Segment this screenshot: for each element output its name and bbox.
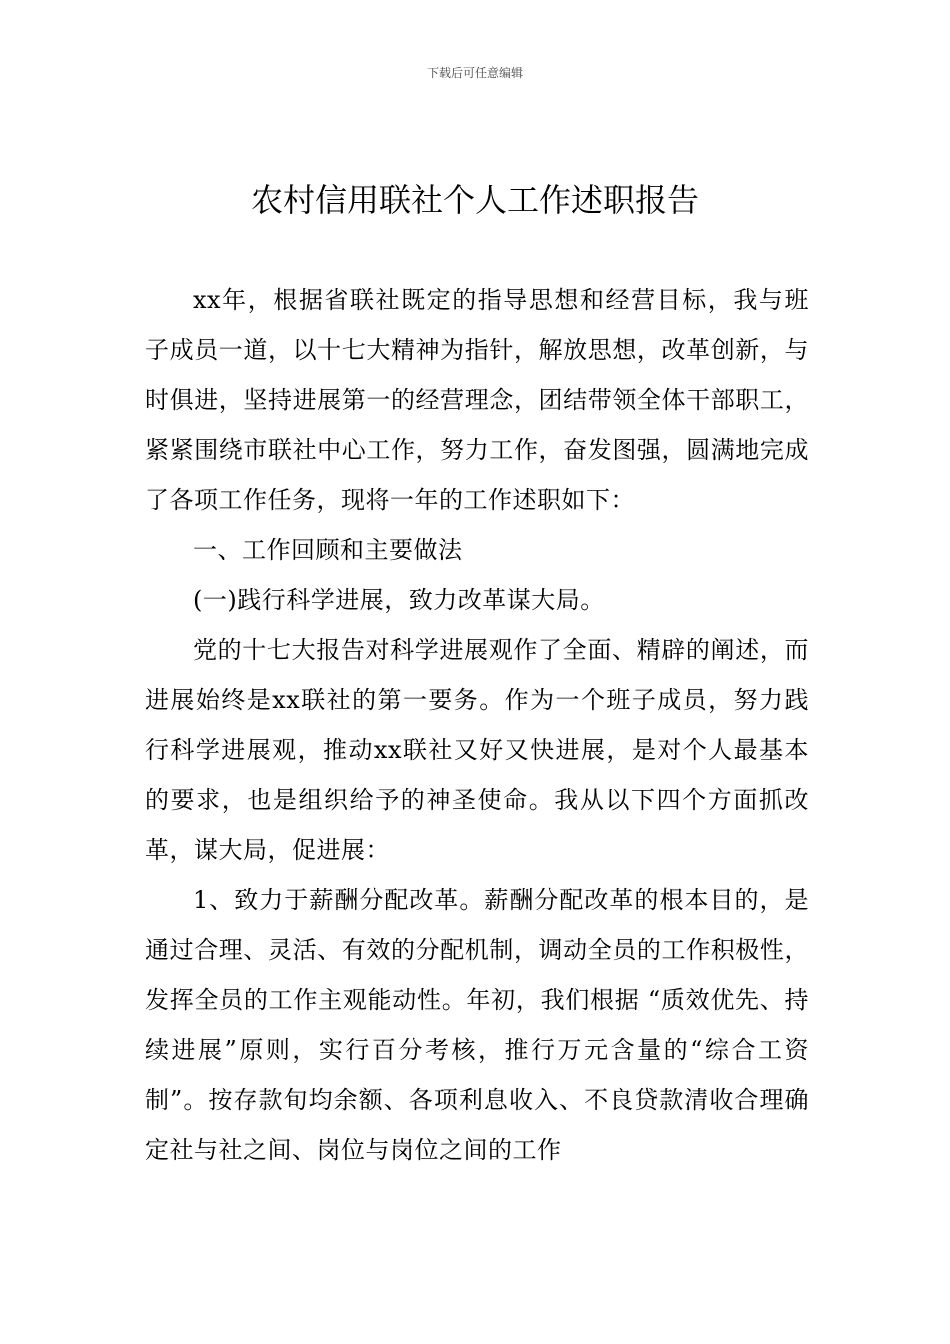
document-title: 农村信用联社个人工作述职报告 — [250, 181, 699, 219]
header-note: 下载后可任意编辑 — [426, 66, 523, 80]
section-heading: 一、工作回顾和主要做法 — [193, 536, 463, 564]
paragraph-body: 党的十七大报告对科学进展观作了全面、精辟的阐述，而进展始终是xx联社的第一要务。作为一个班子成员，努力践行科学进展观，推动xx联社又好又快进展，是对个人最基本的要求，也是组织给予的神圣使命。我从以下四个方面抓改革，谋大局，促进展： — [145, 636, 809, 864]
paragraph-item-1: 1、致力于薪酬分配改革。薪酬分配改革的根本目的，是通过合理、灵活、有效的分配机制，调动全员的工作积极性，发挥全员的工作主观能动性。年初，我们根据 “质效优先、持续进展”原则，实行百分考核，推行万元含量的“综合工资制”。按存款旬均余额、各项利息收入、不良贷款清收合理确定社与社之间、岗位与岗位之间的工作 — [145, 886, 809, 1164]
paragraph-intro: xx年，根据省联社既定的指导思想和经营目标，我与班子成员一道，以十七大精神为指针，解放思想，改革创新，与时俱进，坚持进展第一的经营理念，团结带领全体干部职工，紧紧围绕市联社中心工作，努力工作，奋发图强，圆满地完成了各项工作任务，现将一年的工作述职如下： — [145, 286, 809, 514]
document-body — [145, 275, 809, 1175]
subsection-heading: (一)践行科学进展，致力改革谋大局。 — [193, 586, 605, 614]
